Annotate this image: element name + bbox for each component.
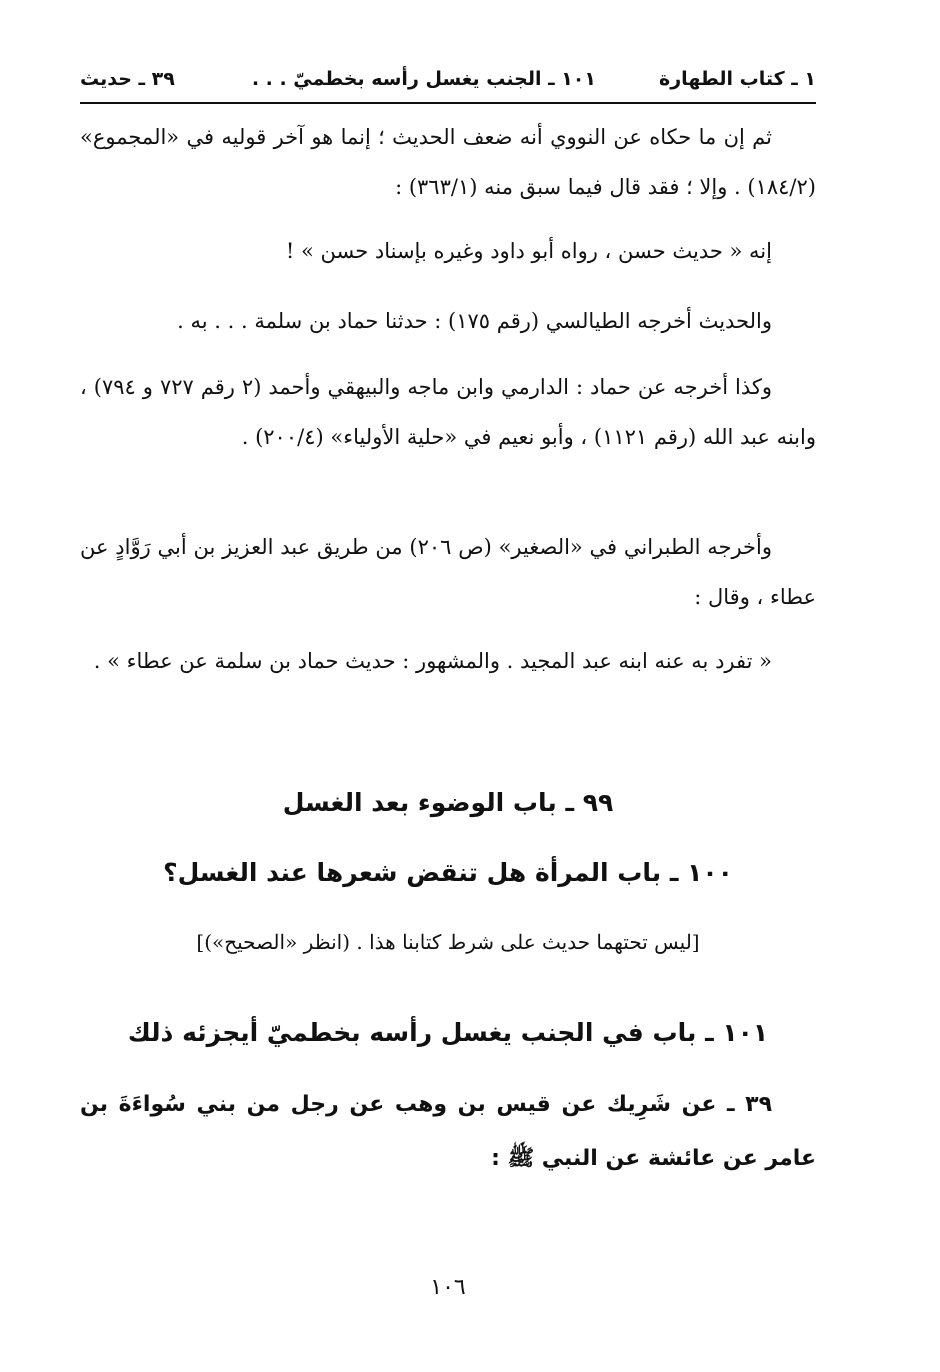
book-page [80,0,816,1372]
header-hadith-number: ٣٩ ـ حديث [80,68,175,90]
chapter-note: [ليس تحتهما حديث على شرط كتابنا هذا . (انظر «الصحيح»)] [196,930,700,954]
header-chapter-title: ١٠١ ـ الجنب يغسل رأسه بخطميّ . . . [251,68,596,90]
page-number: ١٠٦ [430,1275,466,1300]
paragraph-other-sources: وكذا أخرجه عن حماد : الدارمي وابن ماجه والبيهقي وأحمد (٢ رقم ٧٢٧ و ٧٩٤) ، وابنه عبد الله (رقم ١١٢١) ، وأبو نعيم في «حلية الأولياء» (٢٠٠/٤) . [80,375,816,449]
chapter-heading-100: ١٠٠ ـ باب المرأة هل تنقض شعرها عند الغسل؟ [163,858,733,887]
paragraph-quote-tafarrud: « تفرد به عنه ابنه عبد المجيد . والمشهور : حديث حماد بن سلمة عن عطاء » . [93,649,772,673]
paragraph-quote-hasan: إنه « حديث حسن ، رواه أبو داود وغيره بإسناد حسن » ! [285,239,772,263]
paragraph-tayalisi: والحديث أخرجه الطيالسي (رقم ١٧٥) : حدثنا حماد بن سلمة . . . به . [177,309,772,333]
running-header [80,62,816,102]
header-book-title: ١ ـ كتاب الطهارة [659,68,816,90]
header-divider [80,102,816,104]
paragraph-nawawi: ثم إن ما حكاه عن النووي أنه ضعف الحديث ؛ إنما هو آخر قوليه في «المجموع» (١٨٤/٢) . وإلا ؛ فقد قال فيما سبق منه (٣٦٣/١) : [80,125,816,199]
hadith-text: ٣٩ ـ عن شَرِيك عن قيس بن وهب عن رجل من بني سُواءَةَ بن عامر عن عائشة عن النبي ﷺ : [80,1092,816,1171]
chapter-heading-101: ١٠١ ـ باب في الجنب يغسل رأسه بخطميّ أيجزئه ذلك [127,1018,769,1047]
chapter-heading-99: ٩٩ ـ باب الوضوء بعد الغسل [282,788,614,817]
paragraph-tabarani: وأخرجه الطبراني في «الصغير» (ص ٢٠٦) من طريق عبد العزيز بن أبي رَوَّادٍ عن عطاء ، وقال : [80,535,816,609]
